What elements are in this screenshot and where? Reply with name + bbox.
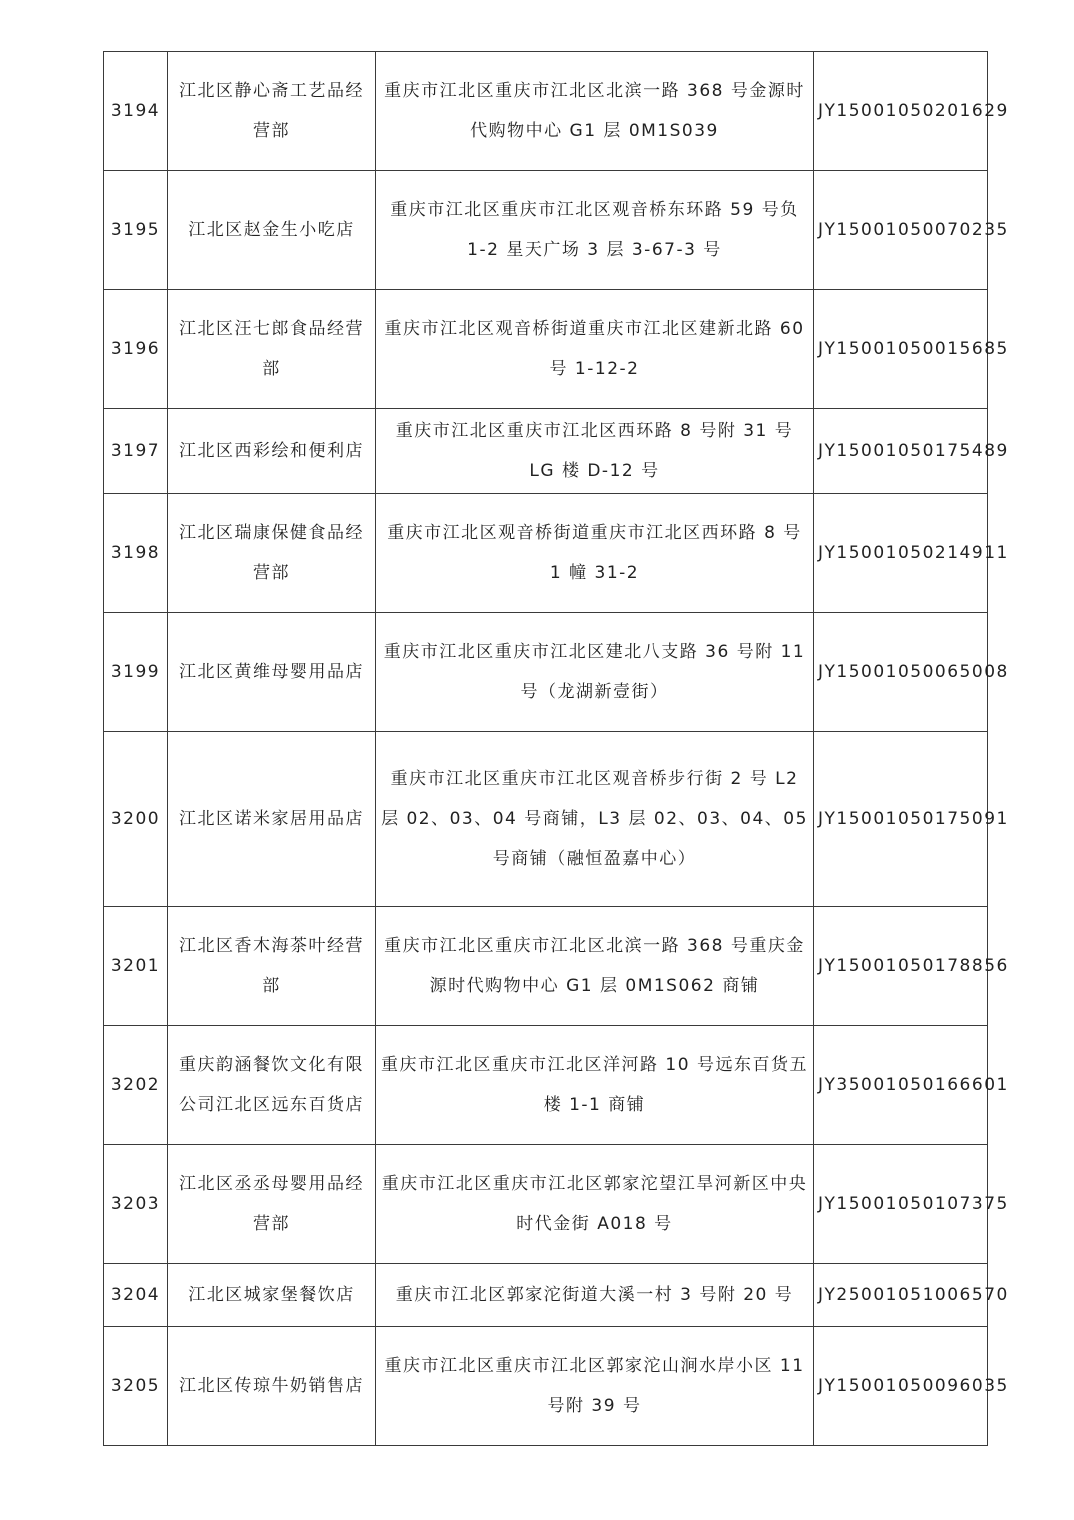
row-number: 3201 xyxy=(104,907,168,1026)
business-address: 重庆市江北区观音桥街道重庆市江北区建新北路 60 号 1-12-2 xyxy=(376,290,814,409)
business-address: 重庆市江北区重庆市江北区洋河路 10 号远东百货五楼 1-1 商铺 xyxy=(376,1026,814,1145)
table-row xyxy=(104,732,988,907)
row-number: 3200 xyxy=(104,732,168,907)
table-row xyxy=(104,171,988,290)
license-number: JY15001050214911 xyxy=(814,494,988,613)
license-number: JY15001050175091 xyxy=(814,732,988,907)
license-number: JY15001050201629 xyxy=(814,52,988,171)
business-address: 重庆市江北区重庆市江北区观音桥东环路 59 号负 1-2 星天广场 3 层 3-67-3 号 xyxy=(376,171,814,290)
table-row xyxy=(104,907,988,1026)
license-number: JY15001050096035 xyxy=(814,1327,988,1446)
license-number: JY35001050166601 xyxy=(814,1026,988,1145)
business-address: 重庆市江北区重庆市江北区郭家沱望江旱河新区中央时代金街 A018 号 xyxy=(376,1145,814,1264)
business-name: 江北区静心斋工艺品经营部 xyxy=(168,52,376,171)
license-number: JY15001050175489 xyxy=(814,409,988,494)
table-row xyxy=(104,1145,988,1264)
business-name: 重庆韵涵餐饮文化有限公司江北区远东百货店 xyxy=(168,1026,376,1145)
row-number: 3204 xyxy=(104,1264,168,1327)
business-name: 江北区瑞康保健食品经营部 xyxy=(168,494,376,613)
license-number: JY25001051006570 xyxy=(814,1264,988,1327)
business-name: 江北区汪七郎食品经营部 xyxy=(168,290,376,409)
row-number: 3205 xyxy=(104,1327,168,1446)
row-number: 3203 xyxy=(104,1145,168,1264)
table-row xyxy=(104,409,988,494)
business-address: 重庆市江北区重庆市江北区观音桥步行街 2 号 L2 层 02、03、04 号商铺，L3 层 02、03、04、05 号商铺（融恒盈嘉中心） xyxy=(376,732,814,907)
row-number: 3202 xyxy=(104,1026,168,1145)
business-name: 江北区西彩绘和便利店 xyxy=(168,409,376,494)
business-name: 江北区香木海茶叶经营部 xyxy=(168,907,376,1026)
table-row xyxy=(104,290,988,409)
row-number: 3196 xyxy=(104,290,168,409)
business-address: 重庆市江北区郭家沱街道大溪一村 3 号附 20 号 xyxy=(376,1264,814,1327)
license-number: JY15001050065008 xyxy=(814,613,988,732)
license-number: JY15001050015685 xyxy=(814,290,988,409)
business-address: 重庆市江北区观音桥街道重庆市江北区西环路 8 号 1 幢 31-2 xyxy=(376,494,814,613)
business-address: 重庆市江北区重庆市江北区北滨一路 368 号重庆金源时代购物中心 G1 层 0M1S062 商铺 xyxy=(376,907,814,1026)
business-license-table xyxy=(103,51,1009,1446)
row-number: 3197 xyxy=(104,409,168,494)
business-address: 重庆市江北区重庆市江北区郭家沱山涧水岸小区 11 号附 39 号 xyxy=(376,1327,814,1446)
table-row xyxy=(104,613,988,732)
row-number: 3198 xyxy=(104,494,168,613)
business-address: 重庆市江北区重庆市江北区西环路 8 号附 31 号 LG 楼 D-12 号 xyxy=(376,409,814,494)
table-row xyxy=(104,1264,988,1327)
table-row xyxy=(104,1026,988,1145)
business-name: 江北区诺米家居用品店 xyxy=(168,732,376,907)
business-name: 江北区黄维母婴用品店 xyxy=(168,613,376,732)
row-number: 3194 xyxy=(104,52,168,171)
business-address: 重庆市江北区重庆市江北区建北八支路 36 号附 11 号（龙湖新壹街） xyxy=(376,613,814,732)
license-number: JY15001050070235 xyxy=(814,171,988,290)
table-row xyxy=(104,494,988,613)
license-number: JY15001050107375 xyxy=(814,1145,988,1264)
business-name: 江北区丞丞母婴用品经营部 xyxy=(168,1145,376,1264)
row-number: 3199 xyxy=(104,613,168,732)
business-name: 江北区城家堡餐饮店 xyxy=(168,1264,376,1327)
table-row xyxy=(104,52,988,171)
business-address: 重庆市江北区重庆市江北区北滨一路 368 号金源时代购物中心 G1 层 0M1S039 xyxy=(376,52,814,171)
row-number: 3195 xyxy=(104,171,168,290)
business-name: 江北区赵金生小吃店 xyxy=(168,171,376,290)
table-row xyxy=(104,1327,988,1446)
license-number: JY15001050178856 xyxy=(814,907,988,1026)
business-name: 江北区传琼牛奶销售店 xyxy=(168,1327,376,1446)
